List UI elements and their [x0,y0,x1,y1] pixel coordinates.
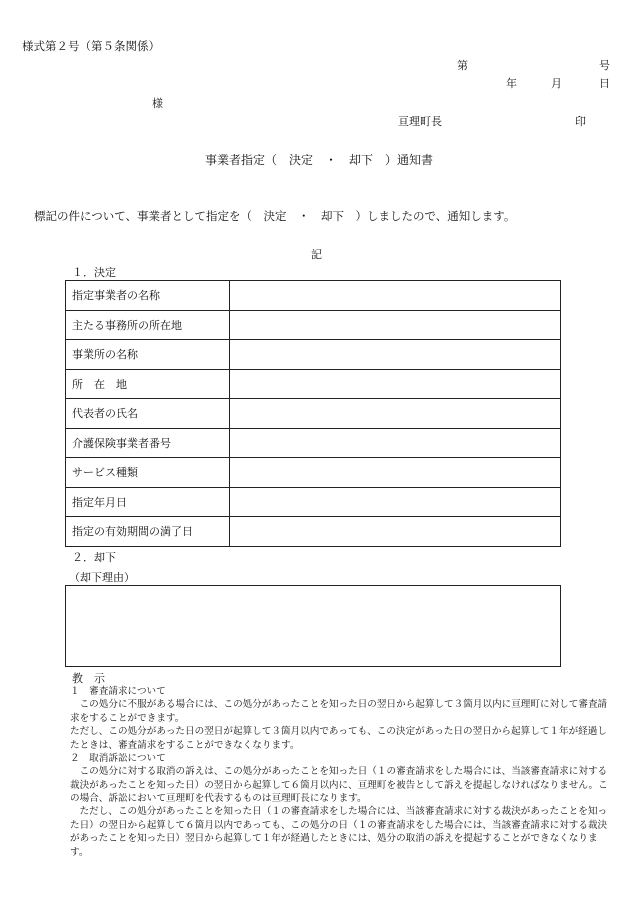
table-row [66,310,561,340]
document-number-prefix: 第 [457,59,468,72]
row-value-cell [230,487,561,517]
section-rejection-heading: ２．却下 [72,551,116,564]
notice-item2-heading: ２ 取消訴訟について [70,753,166,764]
seal-mark: 印 [575,115,586,128]
row-label: 代表者の氏名 [66,399,230,429]
row-label: 所 在 地 [66,369,230,399]
document-number-suffix: 号 [599,59,610,72]
row-value-cell [230,310,561,340]
ki-heading: 記 [311,248,322,261]
form-number: 様式第２号（第５条関係） [22,39,160,53]
row-label: 介護保険事業者番号 [66,428,230,458]
table-row [66,487,561,517]
recipient-honorific: 様 [152,97,163,110]
row-value-cell [230,369,561,399]
table-row [66,517,561,547]
row-value-cell [230,428,561,458]
issuer-mayor: 亘理町長 [398,115,442,128]
opening-sentence: 標記の件について、事業者として指定を（ 決定 ・ 却下 ）しましたので、通知します。 [34,209,516,223]
notice-item1-heading: １ 審査請求について [70,686,166,697]
row-value-cell [230,281,561,311]
notice-item1-paragraph2: ただし、この処分があった日の翌日が起算して３箇月以内であっても、この決定があった日の翌日から起算して１年が経過したときは、審査請求をすることができなくなります。 [70,726,607,751]
notice-item2-paragraph1: この処分に対する取消の訴えは、この処分があったことを知った日（１の審査請求をした場合には、当該審査請求に対する裁決があったことを知った日）の翌日から起算して６箇月以内に、亘理町を被告として訴えを提起しなければなりません。この場合、訴訟において亘理町を代表するものは亘理町長になります。 [70,766,608,804]
row-label: 事業所の名称 [66,340,230,370]
row-value-cell [230,517,561,547]
notice-item1-paragraph1: この処分に不服がある場合には、この処分があったことを知った日の翌日から起算して３箇月以内に亘理町に対して審査請求をすることができます。 [70,699,608,724]
section-decision-heading: １．決定 [72,266,116,279]
document-title: 事業者指定（ 決定 ・ 却下 ）通知書 [205,153,434,167]
row-label: 指定事業者の名称 [66,281,230,311]
table-row [66,369,561,399]
rejection-reason-label: （却下理由） [69,571,135,584]
table-row [66,340,561,370]
table-row [66,281,561,311]
row-value-cell [230,458,561,488]
date-day-label: 日 [599,77,610,90]
row-label: 主たる事務所の所在地 [66,310,230,340]
notice-title: 教 示 [72,672,105,685]
row-label: サービス種類 [66,458,230,488]
row-label: 指定年月日 [66,487,230,517]
table-row [66,458,561,488]
decision-table [65,280,561,547]
date-year-label: 年 [506,77,517,90]
table-row [66,399,561,429]
table-row [66,428,561,458]
row-value-cell [230,399,561,429]
row-label: 指定の有効期間の満了日 [66,517,230,547]
notice-item2-paragraph2: ただし、この処分があったことを知った日（１の審査請求をした場合には、当該審査請求に対する裁決があったことを知った日）の翌日から起算して６箇月以内であっても、この処分の日（１の審査請求をした場合には、当該審査請求に対する裁決があったことを知った日）翌日から起算して１年が経過したときには、処分の取消の訴えを提起することができなくなります。 [70,806,608,858]
rejection-reason-box [65,585,561,667]
row-value-cell [230,340,561,370]
date-month-label: 月 [551,77,562,90]
